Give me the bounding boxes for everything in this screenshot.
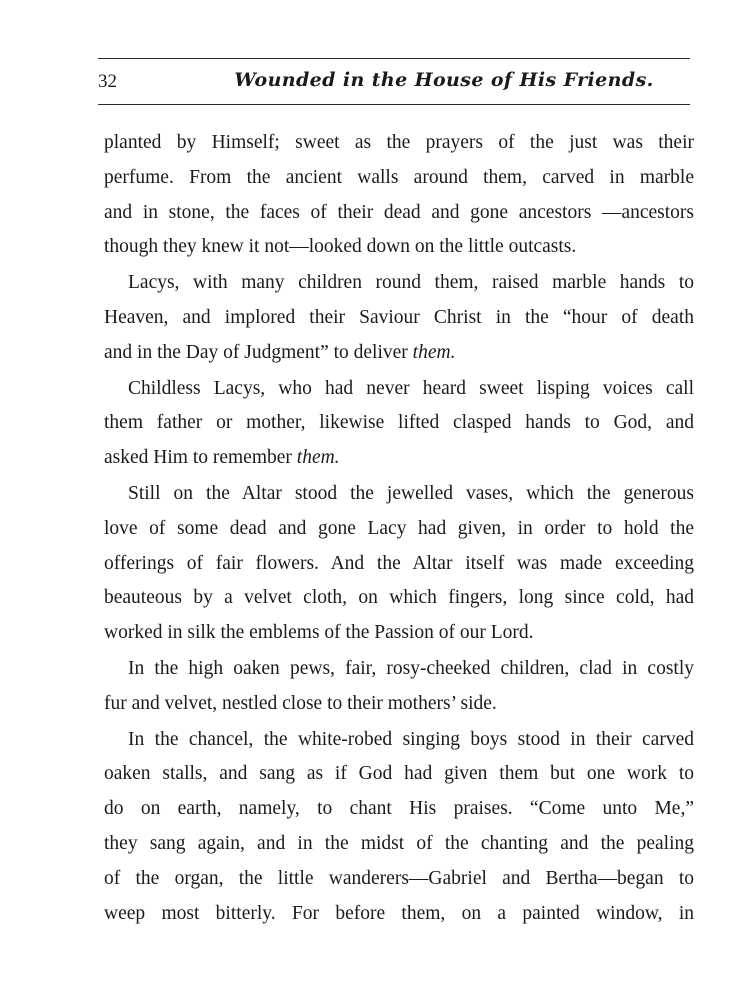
- text-line: [104, 827, 694, 862]
- text-line: [104, 862, 694, 897]
- italic-word: them.: [412, 341, 456, 363]
- text-line-content: though they knew it not—looked down on the little outcasts.: [104, 236, 577, 258]
- running-title: Wounded in the House of His Friends.: [234, 69, 654, 91]
- text-line-content: and in the Day of Judgment” to deliver: [104, 341, 413, 363]
- paragraph: [104, 477, 694, 651]
- text-line-content: fur and velvet, nestled close to their mothers’ side.: [104, 692, 497, 714]
- header-rule-bottom: [98, 104, 690, 105]
- paragraph: [104, 723, 694, 932]
- text-line: [104, 372, 694, 407]
- text-line: [104, 406, 694, 441]
- text-line-content: In the chancel, the white-robed singing boys stood in their carved: [128, 728, 694, 750]
- text-line: [104, 792, 694, 827]
- text-line-content: of the organ, the little wanderers—Gabriel and Bertha—began to: [104, 867, 694, 889]
- body-text: [104, 126, 694, 931]
- text-line-content: Childless Lacys, who had never heard sweet lisping voices call: [128, 377, 694, 399]
- text-line-content: planted by Himself; sweet as the prayers of the just was their: [104, 132, 694, 153]
- text-line: [104, 230, 694, 265]
- text-line: [104, 196, 694, 231]
- text-line-content: they sang again, and in the midst of the chanting and the pealing: [104, 832, 694, 854]
- text-line: [104, 757, 694, 792]
- text-line-content: oaken stalls, and sang as if God had given them but one work to: [104, 763, 694, 785]
- running-head: [98, 64, 690, 100]
- text-line-content: Heaven, and implored their Saviour Christ in the “hour of death: [104, 306, 694, 328]
- text-line: [104, 126, 694, 161]
- text-line-content: asked Him to remember: [104, 447, 297, 469]
- text-line: [104, 336, 694, 371]
- text-line-content: weep most bitterly. For before them, on a painted window, in: [104, 902, 694, 924]
- text-line-content: beauteous by a velvet cloth, on which fingers, long since cold, had: [104, 587, 694, 609]
- text-line-content: love of some dead and gone Lacy had given, in order to hold the: [104, 517, 694, 539]
- text-line: [104, 161, 694, 196]
- text-line: [104, 441, 694, 476]
- text-line-content: Still on the Altar stood the jewelled vases, which the generous: [128, 482, 694, 504]
- text-line-content: In the high oaken pews, fair, rosy-cheeked children, clad in costly: [128, 657, 694, 679]
- text-line: [104, 897, 694, 932]
- paragraph: [104, 372, 694, 476]
- text-line: [104, 477, 694, 512]
- text-line-content: them father or mother, likewise lifted clasped hands to God, and: [104, 412, 694, 434]
- text-line: [104, 581, 694, 616]
- text-line-content: do on earth, namely, to chant His praises. “Come unto Me,”: [104, 798, 694, 820]
- text-line: [104, 652, 694, 687]
- text-line: [104, 687, 694, 722]
- header-rule-top: [98, 58, 690, 59]
- text-line: [104, 547, 694, 582]
- paragraph: [104, 266, 694, 370]
- text-line: [104, 616, 694, 651]
- paragraph: [104, 652, 694, 722]
- text-line-content: and in stone, the faces of their dead and gone ancestors —ancestors: [104, 201, 694, 223]
- text-line-content: worked in silk the emblems of the Passion of our Lord.: [104, 622, 534, 644]
- text-line: [104, 723, 694, 758]
- text-line-content: offerings of fair flowers. And the Altar itself was made exceeding: [104, 552, 694, 574]
- text-line: [104, 301, 694, 336]
- page-number: 32: [98, 71, 117, 92]
- text-line-content: perfume. From the ancient walls around them, carved in marble: [104, 166, 694, 188]
- text-line: [104, 512, 694, 547]
- italic-word: them.: [296, 447, 340, 469]
- paragraph: [104, 126, 694, 265]
- text-line-content: Lacys, with many children round them, raised marble hands to: [128, 272, 694, 294]
- text-line: [104, 266, 694, 301]
